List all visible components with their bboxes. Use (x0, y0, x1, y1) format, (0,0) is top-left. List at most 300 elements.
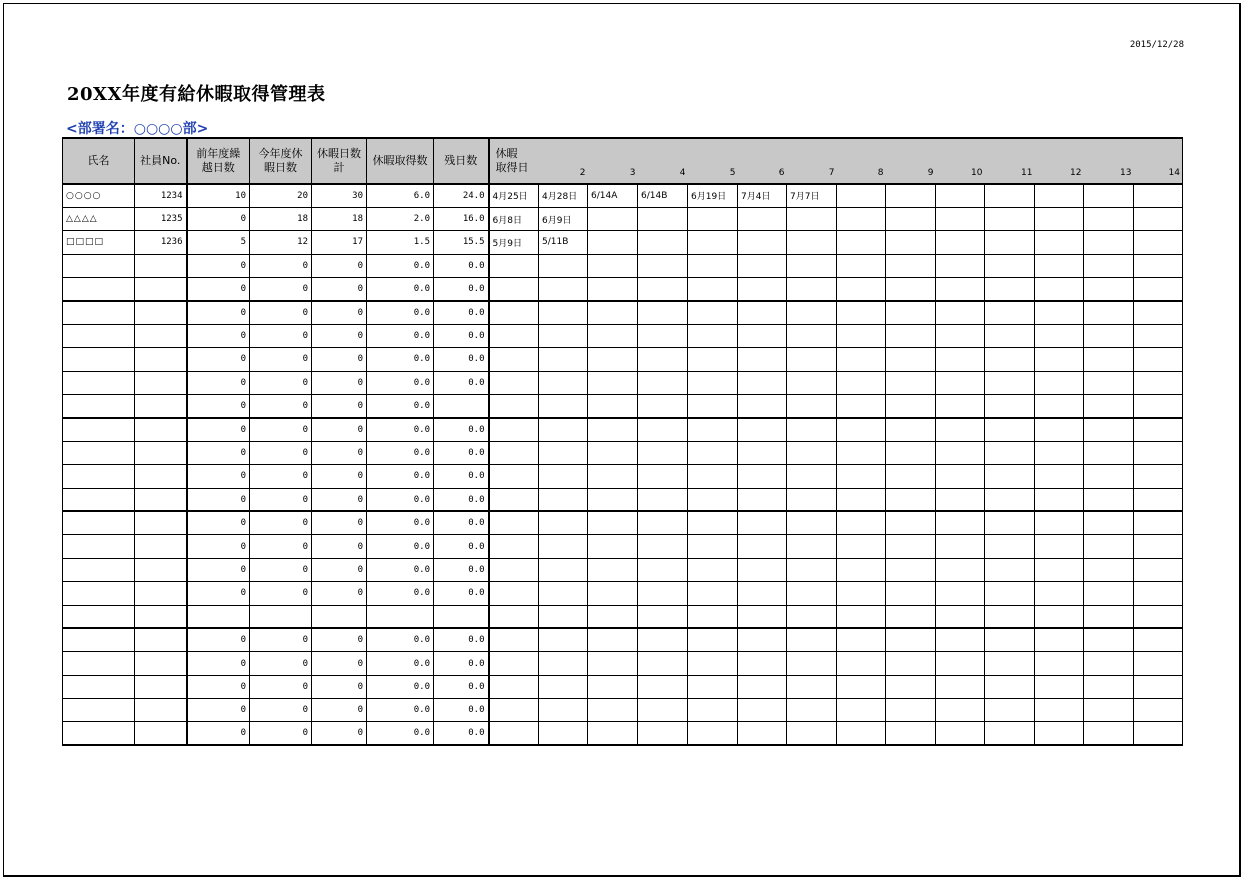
carryover-cell[interactable]: 0 (187, 395, 250, 418)
employee-no-cell[interactable] (135, 722, 187, 745)
current-year-cell[interactable]: 0 (250, 371, 312, 394)
leave-date-cell[interactable] (738, 465, 787, 488)
total-cell[interactable]: 30 (312, 184, 367, 207)
employee-no-cell[interactable]: 1236 (135, 231, 187, 254)
leave-date-cell[interactable] (985, 605, 1035, 628)
current-year-cell[interactable]: 0 (250, 535, 312, 558)
total-cell[interactable]: 0 (312, 722, 367, 745)
leave-date-cell[interactable] (1084, 558, 1134, 581)
carryover-cell[interactable]: 0 (187, 675, 250, 698)
leave-date-cell[interactable] (837, 418, 886, 441)
leave-date-cell[interactable] (985, 207, 1035, 230)
leave-date-cell[interactable] (936, 488, 985, 511)
leave-date-cell[interactable] (837, 371, 886, 394)
leave-date-cell[interactable] (1035, 348, 1084, 371)
name-cell[interactable] (63, 324, 135, 347)
current-year-cell[interactable]: 0 (250, 652, 312, 675)
leave-date-cell[interactable] (787, 628, 837, 651)
carryover-cell[interactable]: 0 (187, 254, 250, 277)
leave-date-cell[interactable] (489, 371, 539, 394)
leave-date-cell[interactable] (1084, 301, 1134, 324)
name-cell[interactable] (63, 699, 135, 722)
leave-date-cell[interactable] (1134, 395, 1183, 418)
leave-date-cell[interactable] (1084, 488, 1134, 511)
leave-date-cell[interactable] (936, 371, 985, 394)
name-cell[interactable] (63, 488, 135, 511)
leave-date-cell[interactable] (886, 558, 936, 581)
leave-date-cell[interactable] (688, 371, 738, 394)
leave-date-cell[interactable] (588, 699, 638, 722)
taken-cell[interactable]: 0.0 (367, 301, 434, 324)
name-cell[interactable] (63, 254, 135, 277)
leave-date-cell[interactable] (688, 675, 738, 698)
current-year-cell[interactable]: 0 (250, 301, 312, 324)
leave-date-cell[interactable] (539, 395, 588, 418)
leave-date-cell[interactable] (588, 722, 638, 745)
current-year-cell[interactable]: 18 (250, 207, 312, 230)
leave-date-cell[interactable] (1134, 722, 1183, 745)
leave-date-cell[interactable] (1084, 348, 1134, 371)
leave-date-cell[interactable] (886, 278, 936, 301)
employee-no-cell[interactable] (135, 488, 187, 511)
leave-date-cell[interactable] (588, 371, 638, 394)
current-year-cell[interactable]: 12 (250, 231, 312, 254)
leave-date-cell[interactable] (738, 628, 787, 651)
leave-date-cell[interactable] (738, 278, 787, 301)
name-cell[interactable] (63, 348, 135, 371)
leave-date-cell[interactable] (837, 535, 886, 558)
employee-no-cell[interactable] (135, 675, 187, 698)
leave-date-cell[interactable] (985, 628, 1035, 651)
leave-date-cell[interactable] (638, 722, 688, 745)
remaining-cell[interactable]: 16.0 (434, 207, 489, 230)
leave-date-cell[interactable] (738, 605, 787, 628)
leave-date-cell[interactable] (738, 488, 787, 511)
leave-date-cell[interactable] (1035, 652, 1084, 675)
leave-date-cell[interactable] (837, 324, 886, 347)
leave-date-cell[interactable] (787, 605, 837, 628)
leave-date-cell[interactable] (1134, 488, 1183, 511)
leave-date-cell[interactable] (489, 582, 539, 605)
name-cell[interactable] (63, 371, 135, 394)
leave-date-cell[interactable] (489, 488, 539, 511)
leave-date-cell[interactable]: 6月8日 (489, 207, 539, 230)
total-cell[interactable]: 18 (312, 207, 367, 230)
remaining-cell[interactable]: 0.0 (434, 652, 489, 675)
leave-date-cell[interactable] (1084, 582, 1134, 605)
name-cell[interactable] (63, 418, 135, 441)
leave-date-cell[interactable] (886, 231, 936, 254)
leave-date-cell[interactable]: 6/14A (588, 184, 638, 207)
current-year-cell[interactable]: 0 (250, 348, 312, 371)
leave-date-cell[interactable] (1035, 207, 1084, 230)
leave-date-cell[interactable] (886, 582, 936, 605)
leave-date-cell[interactable] (539, 278, 588, 301)
taken-cell[interactable]: 0.0 (367, 254, 434, 277)
leave-date-cell[interactable] (638, 605, 688, 628)
leave-date-cell[interactable] (1035, 722, 1084, 745)
total-cell[interactable]: 0 (312, 441, 367, 464)
leave-date-cell[interactable] (688, 418, 738, 441)
leave-date-cell[interactable] (1035, 254, 1084, 277)
leave-date-cell[interactable] (738, 324, 787, 347)
leave-date-cell[interactable] (688, 301, 738, 324)
leave-date-cell[interactable] (539, 535, 588, 558)
leave-date-cell[interactable] (638, 278, 688, 301)
remaining-cell[interactable]: 0.0 (434, 348, 489, 371)
leave-date-cell[interactable] (738, 699, 787, 722)
leave-date-cell[interactable] (936, 722, 985, 745)
leave-date-cell[interactable] (638, 699, 688, 722)
leave-date-cell[interactable] (837, 207, 886, 230)
leave-date-cell[interactable] (837, 582, 886, 605)
leave-date-cell[interactable] (886, 324, 936, 347)
name-cell[interactable] (63, 441, 135, 464)
remaining-cell[interactable]: 0.0 (434, 254, 489, 277)
leave-date-cell[interactable] (688, 722, 738, 745)
leave-date-cell[interactable] (638, 254, 688, 277)
leave-date-cell[interactable] (837, 675, 886, 698)
leave-date-cell[interactable] (738, 301, 787, 324)
leave-date-cell[interactable] (638, 652, 688, 675)
leave-date-cell[interactable] (1035, 465, 1084, 488)
leave-date-cell[interactable] (688, 324, 738, 347)
leave-date-cell[interactable]: 5月9日 (489, 231, 539, 254)
leave-date-cell[interactable] (1084, 675, 1134, 698)
leave-date-cell[interactable] (539, 488, 588, 511)
leave-date-cell[interactable] (489, 254, 539, 277)
leave-date-cell[interactable] (738, 395, 787, 418)
current-year-cell[interactable] (250, 605, 312, 628)
leave-date-cell[interactable] (985, 301, 1035, 324)
leave-date-cell[interactable] (489, 418, 539, 441)
leave-date-cell[interactable]: 6月9日 (539, 207, 588, 230)
remaining-cell[interactable]: 0.0 (434, 628, 489, 651)
leave-date-cell[interactable] (936, 184, 985, 207)
taken-cell[interactable]: 0.0 (367, 558, 434, 581)
employee-no-cell[interactable] (135, 699, 187, 722)
leave-date-cell[interactable] (837, 348, 886, 371)
current-year-cell[interactable]: 0 (250, 465, 312, 488)
leave-date-cell[interactable] (936, 558, 985, 581)
leave-date-cell[interactable] (588, 488, 638, 511)
leave-date-cell[interactable] (588, 231, 638, 254)
leave-date-cell[interactable] (985, 418, 1035, 441)
leave-date-cell[interactable] (837, 488, 886, 511)
leave-date-cell[interactable] (1035, 324, 1084, 347)
taken-cell[interactable]: 6.0 (367, 184, 434, 207)
employee-no-cell[interactable] (135, 278, 187, 301)
leave-date-cell[interactable] (489, 535, 539, 558)
total-cell[interactable]: 0 (312, 254, 367, 277)
leave-date-cell[interactable] (886, 605, 936, 628)
name-cell[interactable] (63, 395, 135, 418)
leave-date-cell[interactable] (886, 207, 936, 230)
leave-date-cell[interactable] (837, 395, 886, 418)
total-cell[interactable]: 0 (312, 395, 367, 418)
leave-date-cell[interactable] (985, 488, 1035, 511)
current-year-cell[interactable]: 0 (250, 628, 312, 651)
total-cell[interactable]: 0 (312, 371, 367, 394)
leave-date-cell[interactable] (738, 441, 787, 464)
leave-date-cell[interactable] (738, 722, 787, 745)
leave-date-cell[interactable] (539, 558, 588, 581)
leave-date-cell[interactable] (985, 395, 1035, 418)
leave-date-cell[interactable] (936, 605, 985, 628)
leave-date-cell[interactable] (489, 301, 539, 324)
leave-date-cell[interactable] (489, 652, 539, 675)
total-cell[interactable]: 0 (312, 511, 367, 534)
leave-date-cell[interactable] (1084, 441, 1134, 464)
leave-date-cell[interactable] (588, 441, 638, 464)
leave-date-cell[interactable] (638, 418, 688, 441)
leave-date-cell[interactable] (539, 441, 588, 464)
remaining-cell[interactable]: 0.0 (434, 699, 489, 722)
leave-date-cell[interactable] (936, 301, 985, 324)
leave-date-cell[interactable] (1084, 184, 1134, 207)
total-cell[interactable]: 0 (312, 582, 367, 605)
leave-date-cell[interactable] (1035, 488, 1084, 511)
employee-no-cell[interactable] (135, 254, 187, 277)
leave-date-cell[interactable] (738, 231, 787, 254)
employee-no-cell[interactable] (135, 395, 187, 418)
leave-date-cell[interactable] (738, 558, 787, 581)
leave-date-cell[interactable] (985, 371, 1035, 394)
carryover-cell[interactable]: 5 (187, 231, 250, 254)
leave-date-cell[interactable] (638, 395, 688, 418)
leave-date-cell[interactable] (539, 348, 588, 371)
carryover-cell[interactable]: 0 (187, 207, 250, 230)
employee-no-cell[interactable] (135, 324, 187, 347)
leave-date-cell[interactable] (1035, 231, 1084, 254)
leave-date-cell[interactable] (638, 465, 688, 488)
leave-date-cell[interactable] (886, 441, 936, 464)
taken-cell[interactable]: 0.0 (367, 395, 434, 418)
leave-date-cell[interactable] (588, 652, 638, 675)
leave-date-cell[interactable] (1134, 699, 1183, 722)
total-cell[interactable]: 0 (312, 535, 367, 558)
leave-date-cell[interactable] (985, 324, 1035, 347)
leave-date-cell[interactable] (1035, 184, 1084, 207)
leave-date-cell[interactable] (539, 699, 588, 722)
name-cell[interactable] (63, 465, 135, 488)
leave-date-cell[interactable] (886, 301, 936, 324)
leave-date-cell[interactable] (787, 441, 837, 464)
leave-date-cell[interactable] (985, 348, 1035, 371)
leave-date-cell[interactable] (489, 324, 539, 347)
leave-date-cell[interactable] (738, 511, 787, 534)
leave-date-cell[interactable] (985, 231, 1035, 254)
leave-date-cell[interactable] (787, 278, 837, 301)
current-year-cell[interactable]: 0 (250, 441, 312, 464)
leave-date-cell[interactable] (985, 184, 1035, 207)
leave-date-cell[interactable] (936, 324, 985, 347)
name-cell[interactable] (63, 535, 135, 558)
name-cell[interactable] (63, 628, 135, 651)
leave-date-cell[interactable] (886, 418, 936, 441)
leave-date-cell[interactable] (886, 184, 936, 207)
leave-date-cell[interactable] (1134, 652, 1183, 675)
leave-date-cell[interactable] (1134, 207, 1183, 230)
leave-date-cell[interactable] (936, 278, 985, 301)
carryover-cell[interactable]: 0 (187, 465, 250, 488)
name-cell[interactable] (63, 675, 135, 698)
leave-date-cell[interactable] (1134, 465, 1183, 488)
total-cell[interactable]: 0 (312, 324, 367, 347)
leave-date-cell[interactable] (539, 371, 588, 394)
name-cell[interactable] (63, 605, 135, 628)
leave-date-cell[interactable] (886, 254, 936, 277)
leave-date-cell[interactable] (588, 254, 638, 277)
leave-date-cell[interactable] (588, 511, 638, 534)
leave-date-cell[interactable] (787, 488, 837, 511)
total-cell[interactable]: 0 (312, 652, 367, 675)
leave-date-cell[interactable] (1035, 699, 1084, 722)
leave-date-cell[interactable] (638, 535, 688, 558)
leave-date-cell[interactable] (1035, 511, 1084, 534)
total-cell[interactable]: 0 (312, 675, 367, 698)
leave-date-cell[interactable] (489, 605, 539, 628)
leave-date-cell[interactable] (738, 207, 787, 230)
employee-no-cell[interactable] (135, 652, 187, 675)
leave-date-cell[interactable] (489, 628, 539, 651)
leave-date-cell[interactable]: 4月25日 (489, 184, 539, 207)
total-cell[interactable]: 0 (312, 488, 367, 511)
leave-date-cell[interactable] (588, 628, 638, 651)
leave-date-cell[interactable] (1134, 324, 1183, 347)
leave-date-cell[interactable] (688, 465, 738, 488)
leave-date-cell[interactable] (837, 699, 886, 722)
leave-date-cell[interactable] (936, 535, 985, 558)
leave-date-cell[interactable]: 6月19日 (688, 184, 738, 207)
taken-cell[interactable]: 0.0 (367, 675, 434, 698)
current-year-cell[interactable]: 0 (250, 324, 312, 347)
leave-date-cell[interactable] (985, 699, 1035, 722)
taken-cell[interactable]: 0.0 (367, 511, 434, 534)
leave-date-cell[interactable] (1084, 628, 1134, 651)
leave-date-cell[interactable] (588, 301, 638, 324)
carryover-cell[interactable]: 0 (187, 324, 250, 347)
taken-cell[interactable] (367, 605, 434, 628)
leave-date-cell[interactable] (985, 675, 1035, 698)
employee-no-cell[interactable]: 1234 (135, 184, 187, 207)
leave-date-cell[interactable] (588, 558, 638, 581)
leave-date-cell[interactable] (787, 301, 837, 324)
leave-date-cell[interactable] (1134, 184, 1183, 207)
leave-date-cell[interactable] (985, 441, 1035, 464)
leave-date-cell[interactable] (638, 675, 688, 698)
leave-date-cell[interactable] (787, 699, 837, 722)
taken-cell[interactable]: 0.0 (367, 535, 434, 558)
taken-cell[interactable]: 0.0 (367, 348, 434, 371)
leave-date-cell[interactable] (489, 699, 539, 722)
leave-date-cell[interactable] (688, 652, 738, 675)
taken-cell[interactable]: 0.0 (367, 652, 434, 675)
leave-date-cell[interactable] (1134, 535, 1183, 558)
leave-date-cell[interactable] (539, 675, 588, 698)
leave-date-cell[interactable] (886, 699, 936, 722)
leave-date-cell[interactable] (936, 441, 985, 464)
leave-date-cell[interactable] (787, 511, 837, 534)
current-year-cell[interactable]: 0 (250, 722, 312, 745)
leave-date-cell[interactable] (1084, 699, 1134, 722)
leave-date-cell[interactable] (638, 511, 688, 534)
remaining-cell[interactable]: 24.0 (434, 184, 489, 207)
leave-date-cell[interactable] (936, 254, 985, 277)
total-cell[interactable]: 17 (312, 231, 367, 254)
leave-date-cell[interactable] (1084, 278, 1134, 301)
name-cell[interactable] (63, 558, 135, 581)
total-cell[interactable]: 0 (312, 628, 367, 651)
taken-cell[interactable]: 1.5 (367, 231, 434, 254)
leave-date-cell[interactable]: 5/11B (539, 231, 588, 254)
name-cell[interactable] (63, 278, 135, 301)
leave-date-cell[interactable] (837, 441, 886, 464)
remaining-cell[interactable] (434, 605, 489, 628)
remaining-cell[interactable]: 0.0 (434, 418, 489, 441)
leave-date-cell[interactable] (688, 348, 738, 371)
leave-date-cell[interactable] (837, 558, 886, 581)
leave-date-cell[interactable]: 4月28日 (539, 184, 588, 207)
leave-date-cell[interactable] (886, 488, 936, 511)
leave-date-cell[interactable] (1134, 582, 1183, 605)
total-cell[interactable] (312, 605, 367, 628)
leave-date-cell[interactable] (489, 722, 539, 745)
name-cell[interactable] (63, 652, 135, 675)
remaining-cell[interactable]: 0.0 (434, 324, 489, 347)
leave-date-cell[interactable] (688, 231, 738, 254)
employee-no-cell[interactable] (135, 605, 187, 628)
leave-date-cell[interactable] (837, 628, 886, 651)
leave-date-cell[interactable] (787, 324, 837, 347)
leave-date-cell[interactable] (588, 348, 638, 371)
leave-date-cell[interactable] (886, 535, 936, 558)
leave-date-cell[interactable] (738, 582, 787, 605)
leave-date-cell[interactable] (489, 441, 539, 464)
leave-date-cell[interactable] (837, 184, 886, 207)
leave-date-cell[interactable] (936, 628, 985, 651)
employee-no-cell[interactable] (135, 511, 187, 534)
leave-date-cell[interactable] (787, 207, 837, 230)
leave-date-cell[interactable] (1084, 254, 1134, 277)
leave-date-cell[interactable]: 6/14B (638, 184, 688, 207)
leave-date-cell[interactable] (588, 582, 638, 605)
leave-date-cell[interactable] (688, 582, 738, 605)
leave-date-cell[interactable] (787, 558, 837, 581)
taken-cell[interactable]: 2.0 (367, 207, 434, 230)
leave-date-cell[interactable] (1134, 371, 1183, 394)
leave-date-cell[interactable] (1035, 278, 1084, 301)
leave-date-cell[interactable] (886, 675, 936, 698)
leave-date-cell[interactable] (539, 465, 588, 488)
current-year-cell[interactable]: 0 (250, 699, 312, 722)
leave-date-cell[interactable] (539, 628, 588, 651)
carryover-cell[interactable]: 0 (187, 535, 250, 558)
leave-date-cell[interactable] (837, 231, 886, 254)
leave-date-cell[interactable] (787, 254, 837, 277)
leave-date-cell[interactable] (1134, 301, 1183, 324)
name-cell[interactable]: □□□□ (63, 231, 135, 254)
name-cell[interactable] (63, 511, 135, 534)
leave-date-cell[interactable] (1084, 511, 1134, 534)
leave-date-cell[interactable] (688, 535, 738, 558)
carryover-cell[interactable]: 0 (187, 418, 250, 441)
leave-date-cell[interactable] (688, 395, 738, 418)
leave-date-cell[interactable] (638, 348, 688, 371)
leave-date-cell[interactable] (936, 418, 985, 441)
leave-date-cell[interactable] (539, 301, 588, 324)
current-year-cell[interactable]: 0 (250, 511, 312, 534)
